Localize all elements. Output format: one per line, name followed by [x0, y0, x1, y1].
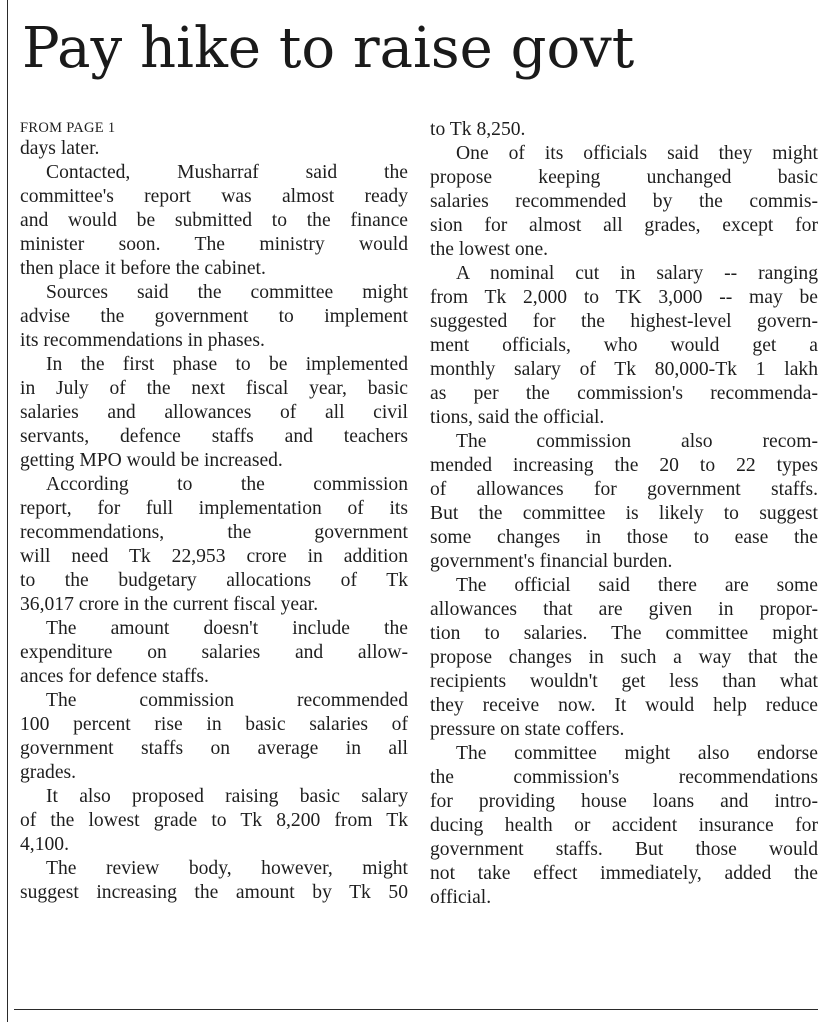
- text-line: suggest increasing the amount by Tk 50: [20, 882, 408, 903]
- text-line: its recommendations in phases.: [20, 330, 265, 351]
- text-line: grades.: [20, 762, 77, 783]
- text-line: Contacted, Musharraf said the: [46, 162, 408, 183]
- text-line: recommendations, the government: [20, 522, 408, 543]
- article-column-right: [430, 118, 818, 910]
- text-line: government staffs. But those would: [430, 839, 818, 860]
- text-line: salaries and allowances of all civil: [20, 402, 408, 423]
- text-line: recipients wouldn't get less than what: [430, 671, 818, 692]
- text-line: The committee might also endorse: [456, 743, 818, 764]
- text-line: According to the commission: [46, 474, 408, 495]
- text-line: some changes in those to ease the: [430, 527, 818, 548]
- text-line: allowances that are given in propor-: [430, 599, 818, 620]
- left-column-rule: [7, 0, 8, 1022]
- text-line: expenditure on salaries and allow-: [20, 642, 408, 663]
- text-line: A nominal cut in salary -- ranging: [456, 263, 818, 284]
- text-line: The commission also recom-: [456, 431, 818, 452]
- text-line: not take effect immediately, added the: [430, 863, 818, 884]
- text-line: from Tk 2,000 to TK 3,000 -- may be: [430, 287, 818, 308]
- text-line: ducing health or accident insurance for: [430, 815, 818, 836]
- text-line: salaries recommended by the commis-: [430, 191, 818, 212]
- text-line: The official said there are some: [456, 575, 818, 596]
- text-line: It also proposed raising basic salary: [46, 786, 408, 807]
- text-line: government's financial burden.: [430, 551, 673, 572]
- text-line: days later.: [20, 138, 100, 159]
- text-line: The review body, however, might: [46, 858, 408, 879]
- text-line: propose keeping unchanged basic: [430, 167, 818, 188]
- text-line: of the lowest grade to Tk 8,200 from Tk: [20, 810, 408, 831]
- text-line: to Tk 8,250.: [430, 119, 526, 140]
- text-line: they receive now. It would help reduce: [430, 695, 818, 716]
- text-line: 36,017 crore in the current fiscal year.: [20, 594, 319, 615]
- text-line: in July of the next fiscal year, basic: [20, 378, 408, 399]
- text-line: for providing house loans and intro-: [430, 791, 818, 812]
- bottom-rule: [14, 1009, 818, 1010]
- text-line: mended increasing the 20 to 22 types: [430, 455, 818, 476]
- text-line: 4,100.: [20, 834, 69, 855]
- text-line: ment officials, who would get a: [430, 335, 818, 356]
- text-line: and would be submitted to the finance: [20, 210, 408, 231]
- text-line: sion for almost all grades, except for: [430, 215, 818, 236]
- text-line: committee's report was almost ready: [20, 186, 408, 207]
- text-line: the commission's recommendations: [430, 767, 818, 788]
- text-line: The commission recommended: [46, 690, 408, 711]
- text-line: the lowest one.: [430, 239, 549, 260]
- text-line: suggested for the highest-level govern-: [430, 311, 818, 332]
- text-line: tion to salaries. The committee might: [430, 623, 818, 644]
- text-line: monthly salary of Tk 80,000-Tk 1 lakh: [430, 359, 818, 380]
- text-line: The amount doesn't include the: [46, 618, 408, 639]
- text-line: One of its officials said they might: [456, 143, 818, 164]
- text-line: getting MPO would be increased.: [20, 450, 283, 471]
- text-line: pressure on state coffers.: [430, 719, 625, 740]
- text-line: But the committee is likely to suggest: [430, 503, 818, 524]
- text-line: minister soon. The ministry would: [20, 234, 408, 255]
- text-line: Sources said the committee might: [46, 282, 408, 303]
- text-line: then place it before the cabinet.: [20, 258, 266, 279]
- text-line: 100 percent rise in basic salaries of: [20, 714, 408, 735]
- text-line: advise the government to implement: [20, 306, 408, 327]
- text-line: report, for full implementation of its: [20, 498, 408, 519]
- continuation-kicker: FROM PAGE 1: [20, 120, 116, 136]
- text-line: propose changes in such a way that the: [430, 647, 818, 668]
- text-line: to the budgetary allocations of Tk: [20, 570, 408, 591]
- headline: Pay hike to raise govt: [22, 16, 635, 81]
- text-line: will need Tk 22,953 crore in addition: [20, 546, 408, 567]
- text-line: official.: [430, 887, 492, 908]
- text-line: tions, said the official.: [430, 407, 605, 428]
- text-line: In the first phase to be implemented: [46, 354, 408, 375]
- text-line: of allowances for government staffs.: [430, 479, 818, 500]
- article-column-left: [20, 118, 408, 905]
- text-line: government staffs on average in all: [20, 738, 408, 759]
- text-line: servants, defence staffs and teachers: [20, 426, 408, 447]
- text-line: as per the commission's recommenda-: [430, 383, 818, 404]
- text-line: ances for defence staffs.: [20, 666, 209, 687]
